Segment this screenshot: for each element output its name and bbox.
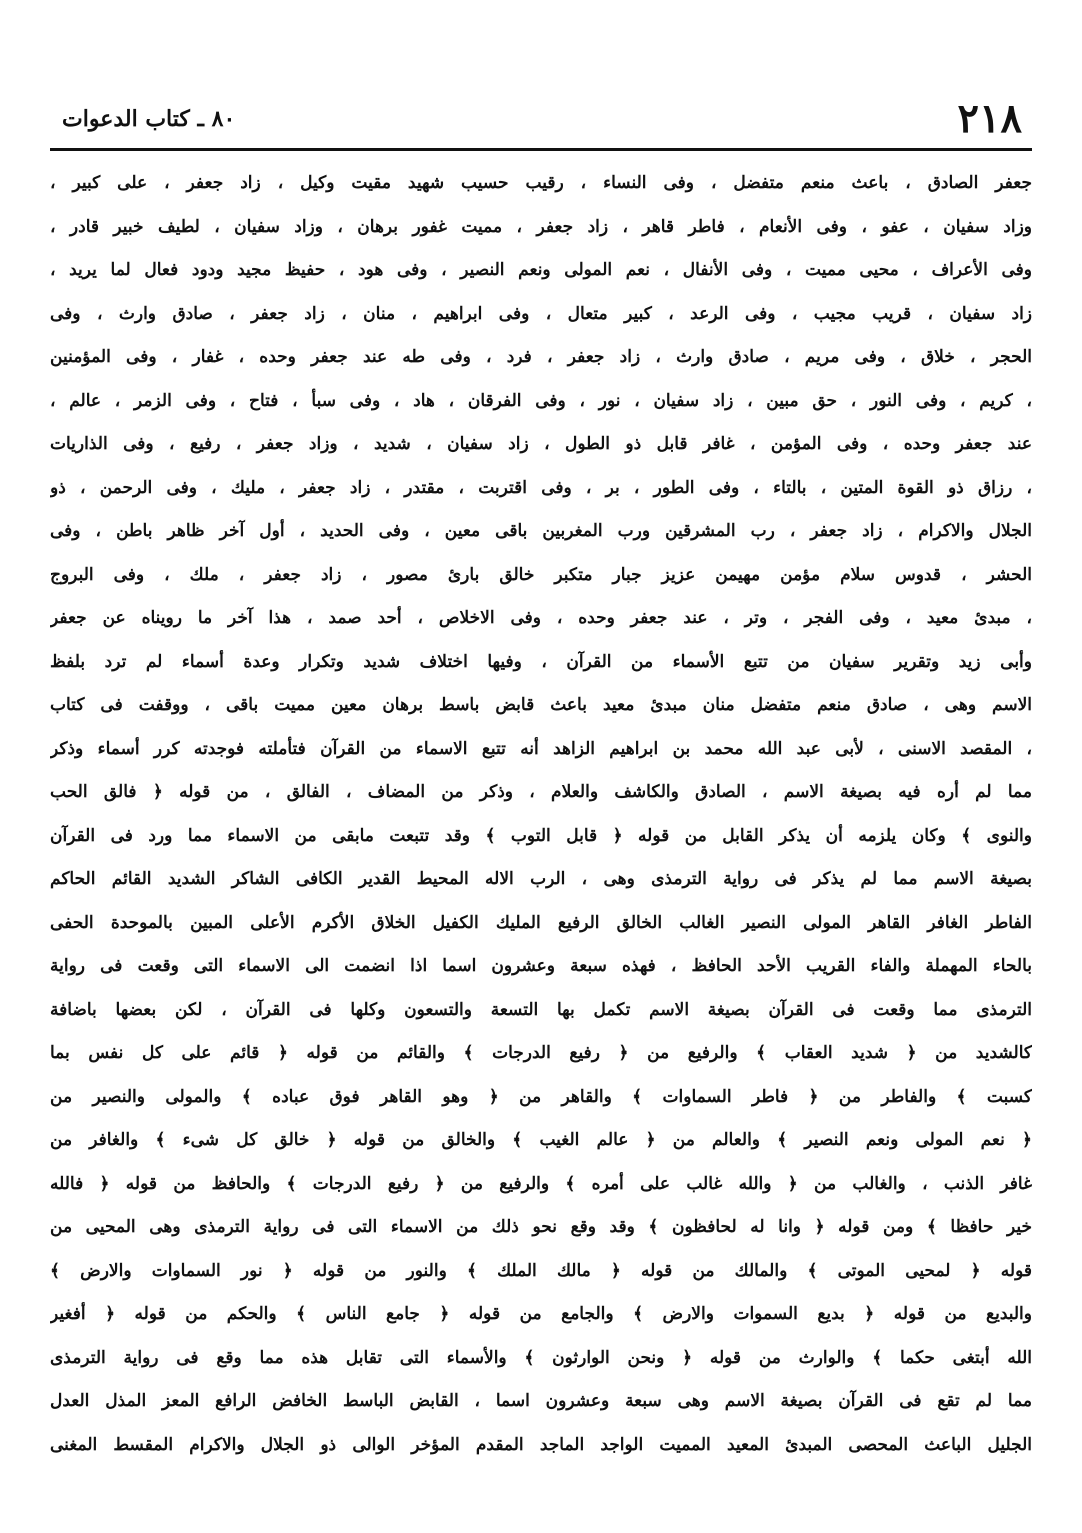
text-line: الترمذى مما وقعت فى القرآن بصيغة الاسم تكمل بها التسعة والتسعون وكلها فى القرآن ، لكن بعضها باضافة (50, 999, 1032, 1020)
text-line: الحشر ، قدوس سلام مؤمن مهيمن عزيز جبار متكبر خالق بارئ مصور ، زاد جعفر ، ملك ، وفى البروج (50, 564, 1032, 585)
text-line: وأبى زيد وتقرير سفيان من تتبع الأسماء من القرآن ، وفيها اختلاف شديد وتكرار وعدة أسماء لم ترد بلفظ (50, 651, 1032, 672)
text-line: والنوى ﴾ وكان يلزمه أن يذكر القابل من قوله ﴿ قابل التوب ﴾ وقد تتبعت مابقى من الاسماء مما ورد فى القرآن (50, 825, 1032, 846)
page-header (50, 95, 1032, 145)
text-line: وفى الأعراف ، محيى مميت ، وفى الأنفال ، نعم المولى ونعم النصير ، وفى هود ، حفيظ مجيد ودود فعال لما يريد ، (50, 260, 1032, 280)
text-line: الحجر ، خلاق ، وفى مريم ، صادق وارث ، زاد جعفر ، فرد ، وفى طه عند جعفر وحده ، غفار ، وفى المؤمنين (50, 347, 1032, 367)
running-head: ٨٠ ـ كتاب الدعوات (62, 106, 236, 132)
text-line: زاد سفيان ، قريب مجيب ، وفى الرعد ، كبير متعال ، وفى ابراهيم ، منان ، زاد جعفر ، صادق وارث ، وفى (50, 303, 1032, 324)
text-line: ، المقصد الاسنى ، لأبى عبد الله محمد بن ابراهيم الزاهد أنه تتبع الاسماء من القرآن فتأملته فوجدته كرر أسماء وذكر (50, 738, 1032, 759)
text-line: وزاد سفيان ، عفو ، وفى الأنعام ، فاطر قاهر ، زاد جعفر ، مميت غفور برهان ، وزاد سفيان ، لطيف خبير قادر ، (50, 216, 1032, 237)
text-line: ﴿ نعم المولى ونعم النصير ﴾ والعالم من ﴿ عالم الغيب ﴾ والخالق من قوله ﴿ خالق كل شىء ﴾ والغافر من (50, 1130, 1032, 1150)
text-line: بالحاء المهملة والفاء القريب الأحد الحافظ ، فهذه سبعة وعشرون اسما اذا انضمت الى الاسماء التى وقعت فى رواية (50, 956, 1032, 976)
text-line: ، مبدئ معيد ، وفى الفجر ، وتر ، عند جعفر وحده ، وفى الاخلاص ، أحد صمد ، هذا آخر ما رويناه عن جعفر (50, 608, 1032, 628)
text-line: عند جعفر وحده ، وفى المؤمن ، غافر قابل ذو الطول ، زاد سفيان ، شديد ، وزاد جعفر ، رفيع ، وفى الذاريات (50, 434, 1032, 454)
text-line: الاسم وهى ، صادق منعم متفضل منان مبدئ معيد باعث قابض باسط برهان معين مميت باقى ، ووقفت فى كتاب (50, 695, 1032, 715)
text-line: غافر الذنب ، والغالب من ﴿ والله غالب على أمره ﴾ والرفيع من ﴿ رفيع الدرجات ﴾ والحافظ من قوله ﴿ فالله (50, 1173, 1032, 1194)
text-line: الفاطر الغافر القاهر المولى النصير الغالب الخالق الرفيع المليك الكفيل الخلاق الأكرم الأعلى المبين بالموحدة الحفى (50, 912, 1032, 933)
text-line: مما لم تقع فى القرآن بصيغة الاسم وهى سبعة وعشرون اسما ، القابض الباسط الخافض الرافع المعز المذل العدل (50, 1391, 1032, 1411)
header-rule (50, 148, 1032, 151)
text-line: الجلال والاكرام ، زاد جعفر ، رب المشرقين ورب المغربين باقى معين ، وفى الحديد ، أول آخر ظاهر باطن ، وفى (50, 521, 1032, 541)
text-line: والبديع من قوله ﴿ بديع السموات والارض ﴾ والجامع من قوله ﴿ جامع الناس ﴾ والحكم من قوله ﴿ أفغير (50, 1304, 1032, 1324)
body-text (50, 162, 1032, 1467)
text-line: خير حافظا ﴾ ومن قوله ﴿ وانا له لحافظون ﴾ وقد وقع نحو ذلك من الاسماء التى فى رواية الترمذى وهى المحيى من (50, 1217, 1032, 1237)
text-line: مما لم أره فيه بصيغة الاسم ، الصادق والكاشف والعلام ، وذكر من المضاف ، الفالق ، من قوله ﴿ فالق الحب (50, 782, 1032, 802)
text-line: كالشديد من ﴿ شديد العقاب ﴾ والرفيع من ﴿ رفيع الدرجات ﴾ والقائم من قوله ﴿ قائم على كل نفس بما (50, 1043, 1032, 1063)
text-line: بصيغة الاسم مما لم يذكر فى رواية الترمذى وهى ، الرب الاله المحيط القدير الكافى الشاكر الشديد القائم الحاكم (50, 869, 1032, 889)
text-line: ، رزاق ذو القوة المتين ، بالتاء ، وفى الطور ، بر ، وفى اقتربت ، مقتدر ، زاد جعفر ، مليك ، وفى الرحمن ، ذو (50, 477, 1032, 498)
text-line: جعفر الصادق ، باعث منعم متفضل ، وفى النساء ، رقيب حسيب شهيد مقيت وكيل ، زاد جعفر ، على كبير ، (50, 173, 1032, 193)
text-line: كسبت ﴾ والفاطر من ﴿ فاطر السماوات ﴾ والقاهر من ﴿ وهو القاهر فوق عباده ﴾ والمولى والنصير من (50, 1086, 1032, 1107)
text-line: الجليل الباعث المحصى المبدئ المعيد المميت الواجد الماجد المقدم المؤخر الوالى ذو الجلال والاكرام المقسط المغنى (50, 1434, 1032, 1455)
page-number: ٢١٨ (957, 95, 1022, 142)
text-line: الله أبتغى حكما ﴾ والوارث من قوله ﴿ ونحن الوارثون ﴾ والأسماء التى تقابل هذه مما وقع فى رواية الترمذى (50, 1347, 1032, 1368)
text-line: قوله ﴿ لمحيى الموتى ﴾ والمالك من قوله ﴿ مالك الملك ﴾ والنور من قوله ﴿ نور السماوات والارض ﴾ (50, 1260, 1032, 1281)
text-line: ، كريم ، وفى النور ، حق مبين ، زاد سفيان ، نور ، وفى الفرقان ، هاد ، وفى سبأ ، فتاح ، وفى الزمر ، عالم ، (50, 390, 1032, 411)
